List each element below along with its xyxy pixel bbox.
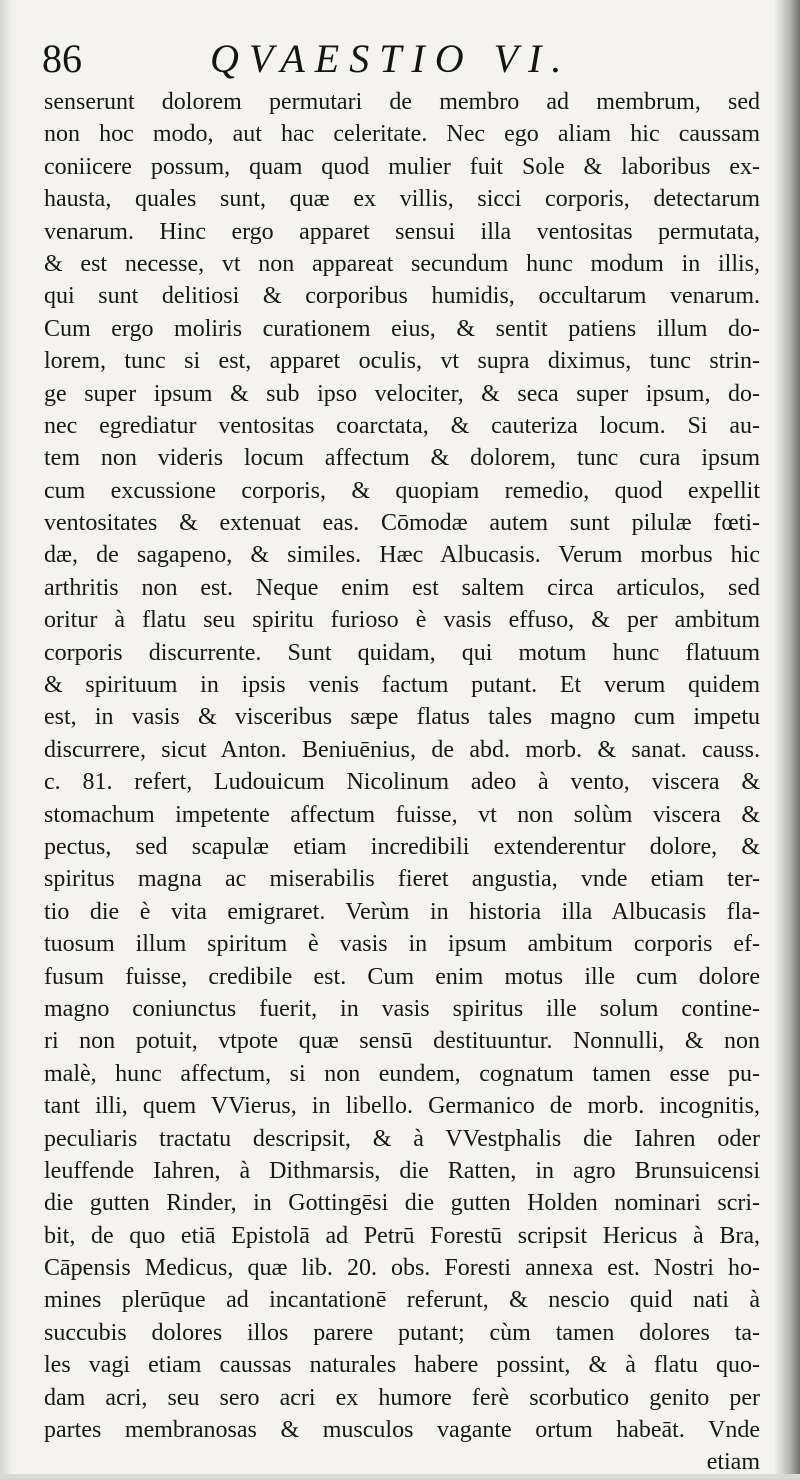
text-line: est, in vasis & visceribus sæpe flatus tales magno cum impetu [44,704,760,731]
catchword: etiam [706,1449,760,1476]
text-line: Cāpensis Medicus, quæ lib. 20. obs. Foresti annexa est. Nostri ho- [44,1255,760,1282]
text-line: nec egrediatur ventositas coarctata, & cauteriza locum. Si au- [44,412,760,439]
text-line: partes membranosas & musculos vagante ortum habeāt. Vnde [44,1417,760,1444]
text-line: lorem, tunc si est, apparet oculis, vt supra diximus, tunc strin- [44,348,760,375]
text-line: Cum ergo moliris curationem eius, & sentit patiens illum do- [44,315,760,342]
text-line: ventositates & extenuat eas. Cōmodæ autem sunt pilulæ fœti- [44,510,760,537]
text-line: succubis dolores illos parere putant; cùm tamen dolores ta- [44,1319,760,1346]
text-line: stomachum impetente affectum fuisse, vt non solùm viscera & [44,801,760,828]
text-line: arthritis non est. Neque enim est saltem circa articulos, sed [44,574,760,601]
text-line: oritur à flatu seu spiritu furioso è vasis effuso, & per ambitum [44,607,760,634]
page-header [40,34,760,84]
running-title: QVAESTIO VI. [210,36,572,81]
text-line: tem non videris locum affectum & dolorem, tunc cura ipsum [44,445,760,472]
text-line: tuosum illum spiritum è vasis in ipsum ambitum corporis ef- [44,931,760,958]
text-line: corporis discurrente. Sunt quidam, qui motum hunc flatuum [44,639,760,666]
text-line: spiritus magna ac miserabilis fieret angustia, vnde etiam ter- [44,866,760,893]
text-line: pectus, sed scapulæ etiam incredibili extenderentur dolore, & [44,833,760,860]
text-line: malè, hunc affectum, si non eundem, cognatum tamen esse pu- [44,1060,760,1087]
text-line: non hoc modo, aut hac celeritate. Nec ego aliam hic caussam [44,121,760,148]
text-line: peculiaris tractatu descripsit, & à VVestphalis die Iahren oder [44,1125,760,1152]
text-line: coniicere possum, quam quod mulier fuit Sole & laboribus ex- [44,153,760,180]
text-line: fusum fuisse, credibile est. Cum enim motus ille cum dolore [44,963,760,990]
page-edge-shadow [0,0,14,1474]
text-line: & est necesse, vt non appareat secundum hunc modum in illis, [44,250,760,277]
body-text [44,86,760,1479]
page-number: 86 [42,36,82,81]
text-line: venarum. Hinc ergo apparet sensui illa ventositas permutata, [44,218,760,245]
text-line: c. 81. refert, Ludouicum Nicolinum adeo à vento, viscera & [44,769,760,796]
text-line: cum excussione corporis, & quopiam remedio, quod expellit [44,477,760,504]
text-line: senserunt dolorem permutari de membro ad membrum, sed [44,89,760,115]
text-line: hausta, quales sunt, quæ ex villis, sicci corporis, detectarum [44,186,760,213]
text-line: mines plerūque ad incantationē referunt, & nescio quid nati à [44,1287,760,1314]
text-line: & spirituum in ipsis venis factum putant. Et verum quidem [44,672,760,699]
text-line: dam acri, seu sero acri ex humore ferè scorbutico genito per [44,1384,760,1411]
text-line: dæ, de sagapeno, & similes. Hæc Albucasis. Verum morbus hic [44,542,760,569]
text-line: tant illi, quem VVierus, in libello. Germanico de morb. incognitis, [44,1093,760,1120]
text-line: leuffende Iahren, à Dithmarsis, die Ratten, in agro Brunsuicensi [44,1157,760,1184]
text-line: die gutten Rinder, in Gottingēsi die gutten Holden nominari scri- [44,1190,760,1217]
text-line: discurrere, sicut Anton. Beniuēnius, de abd. morb. & sanat. causs. [44,736,760,763]
text-line: tio die è vita emigraret. Verùm in historia illa Albucasis fla- [44,898,760,925]
text-line: les vagi etiam caussas naturales habere possint, & à flatu quo- [44,1352,760,1379]
text-line: magno coniunctus fuerit, in vasis spiritus ille solum contine- [44,995,760,1022]
text-line: qui sunt delitiosi & corporibus humidis, occultarum venarum. [44,283,760,310]
text-line: ri non potuit, vtpote quæ sensū destituuntur. Nonnulli, & non [44,1028,760,1055]
spine-shadow [774,0,800,1474]
text-line: ge super ipsum & sub ipso velociter, & seca super ipsum, do- [44,380,760,407]
text-line: bit, de quo etiā Epistolā ad Petrū Forestū scripsit Hericus à Bra, [44,1222,760,1249]
